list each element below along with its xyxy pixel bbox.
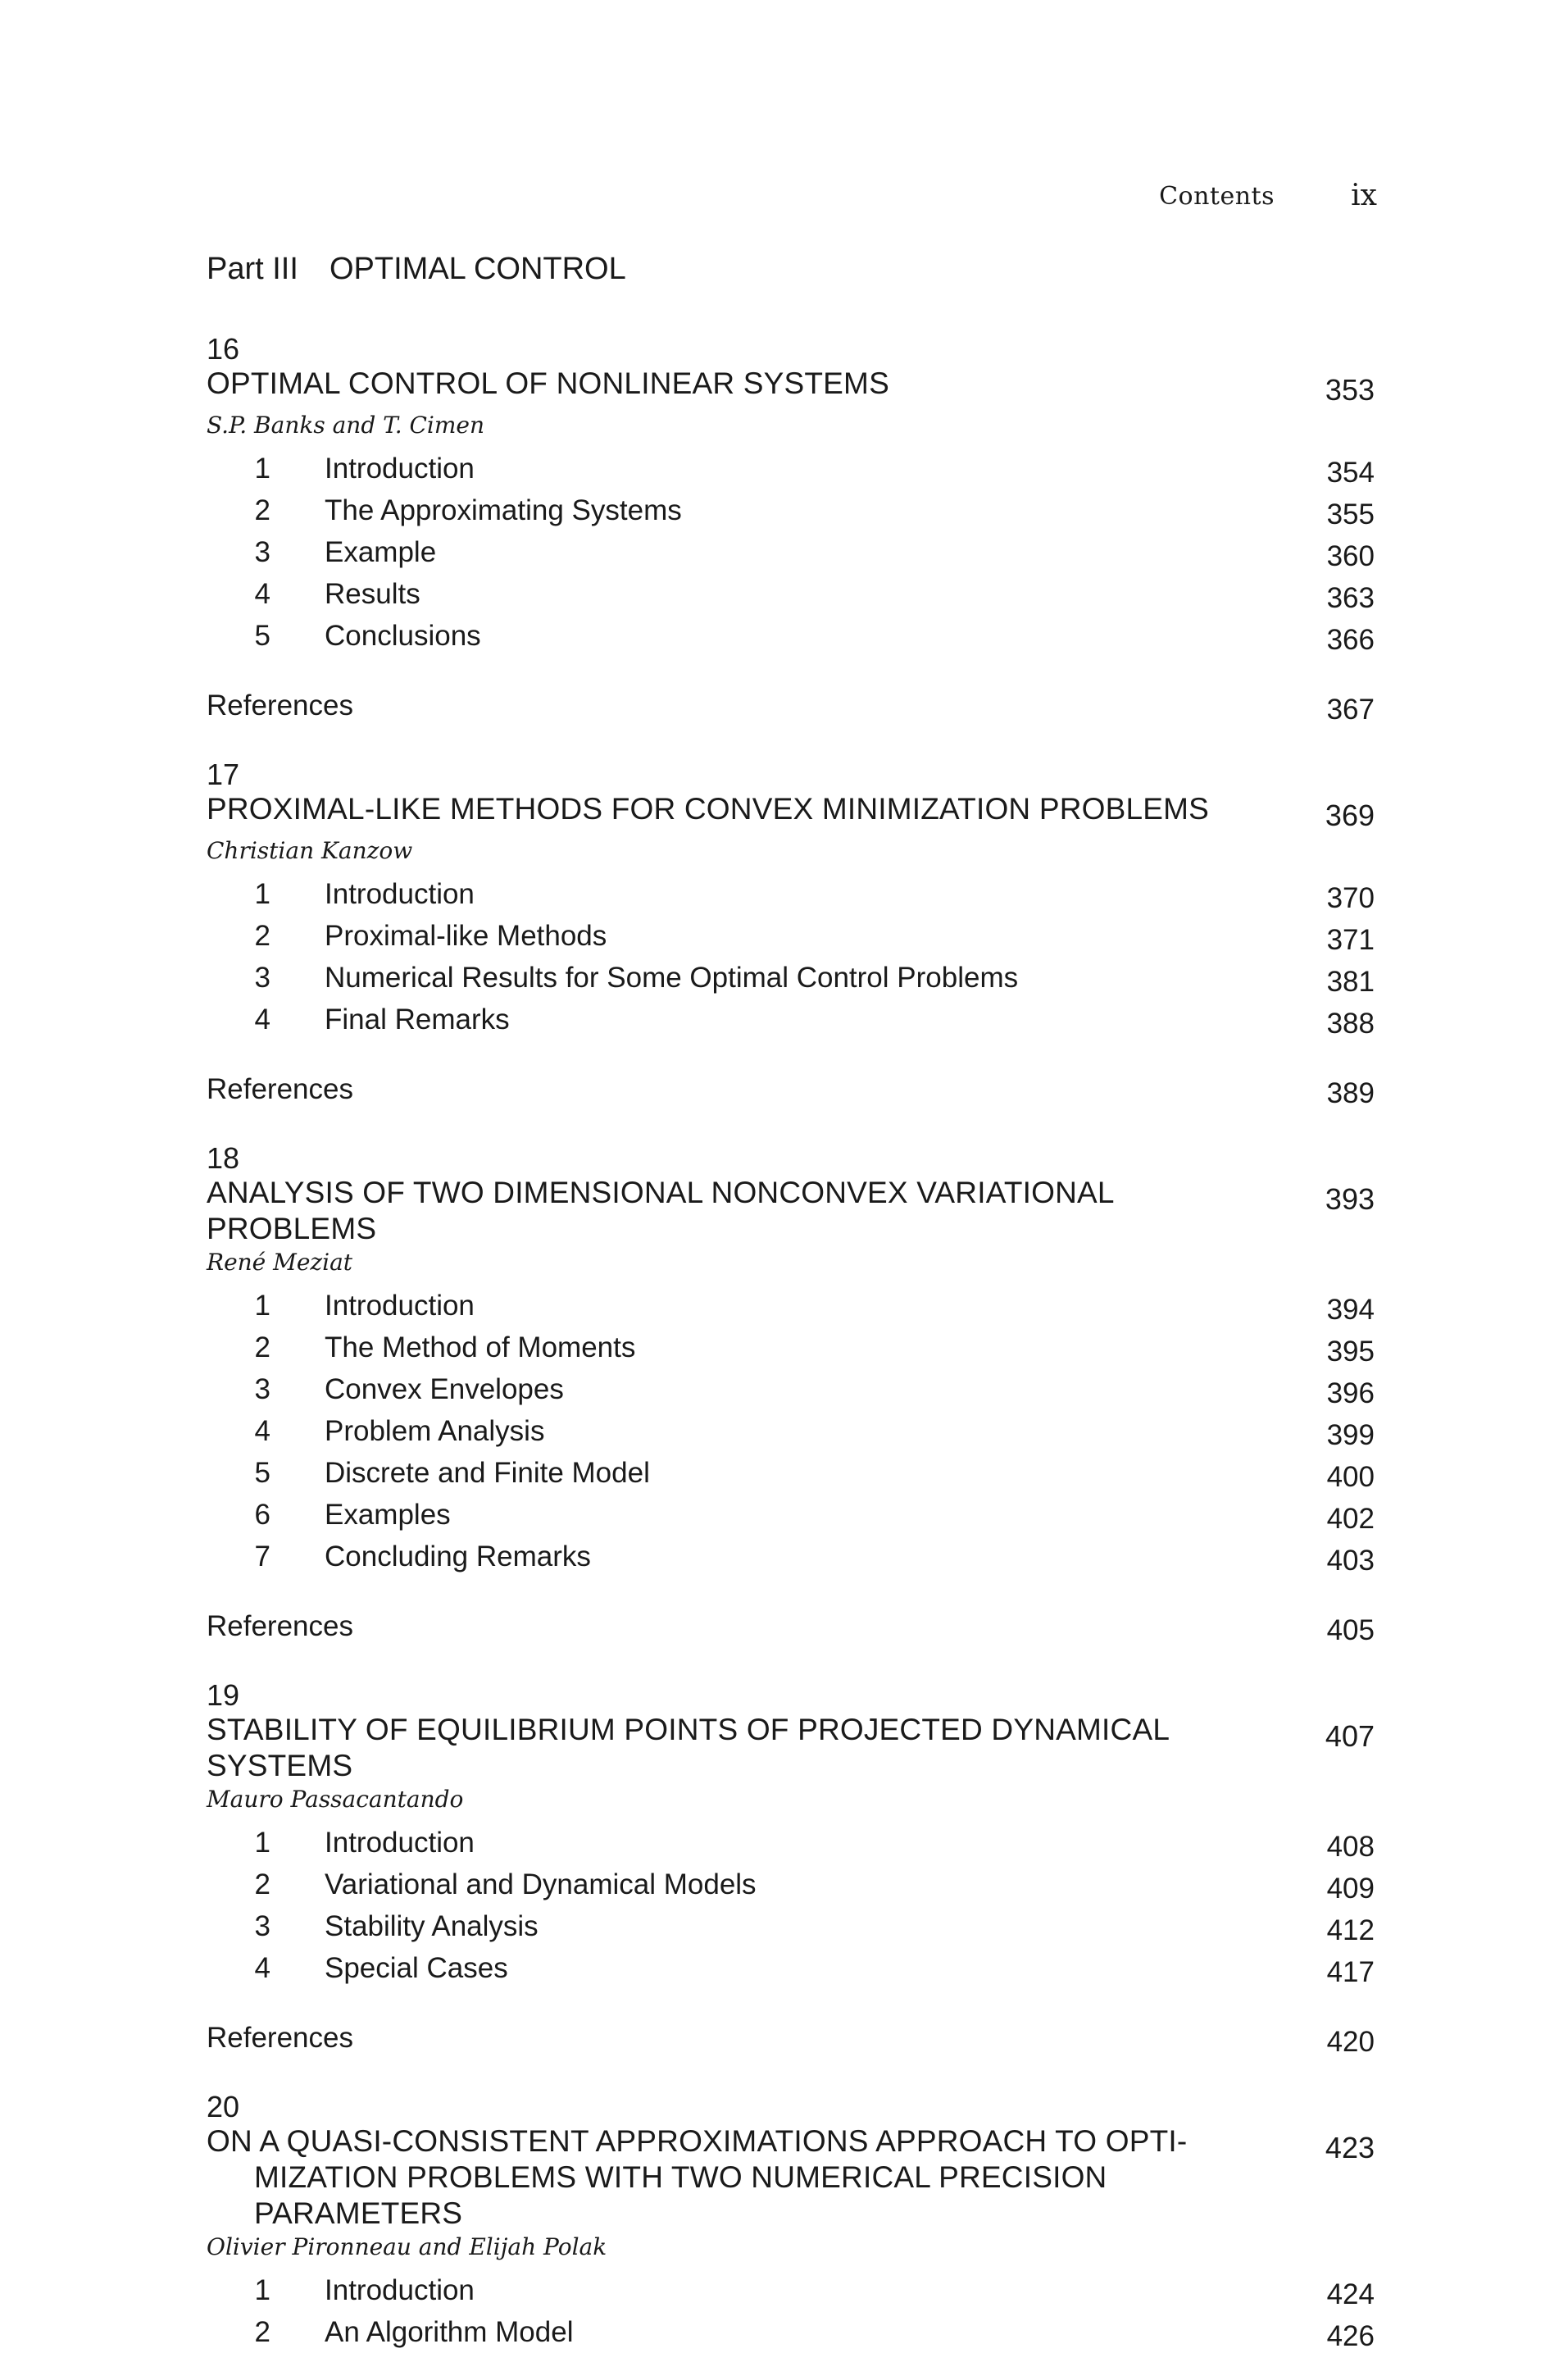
section-title: Variational and Dynamical Models <box>325 1868 757 1900</box>
section-entry[interactable] <box>207 873 1375 915</box>
table-of-contents <box>207 248 1375 2353</box>
chapter-authors: Christian Kanzow <box>207 837 413 864</box>
section-title: Introduction <box>325 1289 475 1322</box>
chapter-title-row <box>207 1175 1375 1247</box>
section-entry[interactable] <box>207 531 1375 573</box>
section-entry[interactable] <box>207 615 1375 657</box>
chapter-authors: S.P. Banks and T. Cimen <box>207 412 485 439</box>
chapter-number: 16 <box>207 332 240 366</box>
chapter-number: 19 <box>207 1678 240 1712</box>
section-page-number: 409 <box>1326 1872 1375 1905</box>
references-label: References <box>207 1610 353 1642</box>
section-title: Stability Analysis <box>325 1909 539 1942</box>
running-head-title: Contents <box>1159 182 1275 211</box>
section-title: Introduction <box>325 2273 475 2306</box>
section-page-number: 370 <box>1326 881 1375 914</box>
chapter-title[interactable] <box>207 1712 1309 1784</box>
section-title: Final Remarks <box>325 1003 510 1035</box>
references-entry[interactable] <box>207 1605 1375 1648</box>
section-entry[interactable] <box>207 573 1375 615</box>
section-title: Discrete and Finite Model <box>325 1456 650 1489</box>
section-page-number: 355 <box>1326 498 1375 530</box>
section-number: 2 <box>254 1868 270 1900</box>
section-title: The Approximating Systems <box>325 494 682 526</box>
section-page-number: 363 <box>1326 581 1375 614</box>
section-number: 3 <box>254 961 270 994</box>
chapter-authors: René Meziat <box>207 1249 353 1276</box>
references-label: References <box>207 690 353 721</box>
section-page-number: 426 <box>1326 2319 1375 2352</box>
references-label: References <box>207 2022 353 2054</box>
section-page-number: 395 <box>1326 1335 1375 1368</box>
part-label: Part III <box>207 252 298 286</box>
section-number: 2 <box>254 919 270 952</box>
chapter-number: 20 <box>207 2090 240 2123</box>
section-number: 4 <box>254 577 270 610</box>
section-title: The Method of Moments <box>325 1331 636 1363</box>
section-page-number: 400 <box>1326 1460 1375 1493</box>
section-page-number: 402 <box>1326 1502 1375 1535</box>
references-page-number: 367 <box>1326 694 1375 726</box>
chapter-title-row <box>207 1712 1375 1784</box>
section-list <box>207 1822 1375 1989</box>
section-number: 4 <box>254 1003 270 1035</box>
section-entry[interactable] <box>207 1905 1375 1947</box>
part-heading <box>207 248 1375 290</box>
section-entry[interactable] <box>207 2311 1375 2353</box>
chapter-title[interactable] <box>207 1175 1309 1247</box>
section-page-number: 399 <box>1326 1418 1375 1451</box>
chapter-entry <box>207 758 1375 1111</box>
section-number: 2 <box>254 494 270 526</box>
section-title: Introduction <box>325 1826 475 1859</box>
section-number: 3 <box>254 535 270 568</box>
section-title: An Algorithm Model <box>325 2315 574 2348</box>
chapter-page-number: 407 <box>1325 1719 1375 1753</box>
section-title: Proximal-like Methods <box>325 919 607 952</box>
chapter-title-row <box>207 791 1375 835</box>
chapter-title[interactable] <box>207 366 1309 402</box>
section-page-number: 403 <box>1326 1544 1375 1577</box>
section-entry[interactable] <box>207 1327 1375 1368</box>
section-list <box>207 2269 1375 2353</box>
section-page-number: 381 <box>1326 965 1375 998</box>
section-entry[interactable] <box>207 448 1375 489</box>
section-title: Concluding Remarks <box>325 1540 591 1572</box>
section-entry[interactable] <box>207 1452 1375 1494</box>
references-page-number: 405 <box>1326 1614 1375 1646</box>
part-title: OPTIMAL CONTROL <box>330 252 626 286</box>
chapter-title[interactable] <box>207 791 1309 827</box>
section-page-number: 354 <box>1326 456 1375 489</box>
chapter-entry <box>207 333 1375 727</box>
section-number: 1 <box>254 2273 270 2306</box>
section-entry[interactable] <box>207 915 1375 957</box>
section-title: Convex Envelopes <box>325 1372 564 1405</box>
chapter-authors: Olivier Pironneau and Elijah Polak <box>207 2233 607 2260</box>
section-number: 2 <box>254 2315 270 2348</box>
chapter-page-number: 369 <box>1325 799 1375 832</box>
references-page-number: 420 <box>1326 2026 1375 2058</box>
section-number: 2 <box>254 1331 270 1363</box>
section-entry[interactable] <box>207 1410 1375 1452</box>
section-page-number: 424 <box>1326 2278 1375 2310</box>
section-page-number: 408 <box>1326 1830 1375 1863</box>
section-page-number: 371 <box>1326 923 1375 956</box>
section-list <box>207 1285 1375 1577</box>
section-number: 4 <box>254 1414 270 1447</box>
chapter-title-text: STABILITY OF EQUILIBRIUM POINTS OF PROJECTED DYNAMICAL SYSTEMS <box>207 1713 1169 1782</box>
chapter-title-row <box>207 366 1375 410</box>
references-entry[interactable] <box>207 1068 1375 1111</box>
section-title: Problem Analysis <box>325 1414 545 1447</box>
chapter-page-number: 353 <box>1325 373 1375 407</box>
chapter-title-row <box>207 2123 1375 2232</box>
section-page-number: 394 <box>1326 1293 1375 1326</box>
section-entry[interactable] <box>207 957 1375 999</box>
chapter-authors: Mauro Passacantando <box>207 1786 464 1813</box>
section-number: 1 <box>254 1289 270 1322</box>
chapter-page-number: 393 <box>1325 1182 1375 1216</box>
chapter-title[interactable] <box>207 2123 1309 2232</box>
section-entry[interactable] <box>207 1536 1375 1577</box>
section-title: Examples <box>325 1498 451 1531</box>
section-page-number: 388 <box>1326 1007 1375 1040</box>
section-number: 3 <box>254 1909 270 1942</box>
section-entry[interactable] <box>207 999 1375 1040</box>
references-page-number: 389 <box>1326 1077 1375 1109</box>
chapter-title-text: OPTIMAL CONTROL OF NONLINEAR SYSTEMS <box>207 366 889 400</box>
section-title: Introduction <box>325 877 475 910</box>
section-number: 3 <box>254 1372 270 1405</box>
section-page-number: 366 <box>1326 623 1375 656</box>
page-number: ix <box>1351 179 1377 212</box>
section-page-number: 396 <box>1326 1377 1375 1409</box>
chapter-entry <box>207 1142 1375 1648</box>
section-number: 6 <box>254 1498 270 1531</box>
section-list <box>207 448 1375 657</box>
chapter-title-text: ANALYSIS OF TWO DIMENSIONAL NONCONVEX VARIATIONAL PROBLEMS <box>207 1176 1114 1245</box>
section-entry[interactable] <box>207 1947 1375 1989</box>
section-list <box>207 873 1375 1040</box>
section-page-number: 417 <box>1326 1955 1375 1988</box>
section-number: 5 <box>254 1456 270 1489</box>
section-page-number: 360 <box>1326 539 1375 572</box>
section-entry[interactable] <box>207 1285 1375 1327</box>
section-number: 7 <box>254 1540 270 1572</box>
section-number: 4 <box>254 1951 270 1984</box>
chapter-list <box>207 333 1375 2353</box>
chapter-title-text: ON A QUASI-CONSISTENT APPROXIMATIONS APPROACH TO OPTI- <box>207 2124 1188 2158</box>
section-number: 1 <box>254 1826 270 1859</box>
section-title: Introduction <box>325 452 475 485</box>
section-title: Example <box>325 535 437 568</box>
references-label: References <box>207 1073 353 1105</box>
chapter-title-text: PROXIMAL-LIKE METHODS FOR CONVEX MINIMIZATION PROBLEMS <box>207 792 1210 826</box>
section-title: Numerical Results for Some Optimal Control Problems <box>325 961 1019 994</box>
references-entry[interactable] <box>207 2017 1375 2059</box>
section-title: Conclusions <box>325 619 481 652</box>
section-entry[interactable] <box>207 2269 1375 2311</box>
section-title: Results <box>325 577 420 610</box>
section-entry[interactable] <box>207 1494 1375 1536</box>
section-title: Special Cases <box>325 1951 508 1984</box>
section-number: 1 <box>254 452 270 485</box>
chapter-number: 18 <box>207 1141 240 1175</box>
chapter-entry <box>207 1679 1375 2059</box>
section-page-number: 412 <box>1326 1914 1375 1946</box>
section-entry[interactable] <box>207 1864 1375 1905</box>
section-entry[interactable] <box>207 1368 1375 1410</box>
chapter-title-continuation: MIZATION PROBLEMS WITH TWO NUMERICAL PRECISION PARAMETERS <box>254 2160 1107 2230</box>
running-head <box>1131 179 1377 220</box>
section-entry[interactable] <box>207 489 1375 531</box>
section-entry[interactable] <box>207 1822 1375 1864</box>
chapter-entry <box>207 2091 1375 2353</box>
references-entry[interactable] <box>207 685 1375 727</box>
chapter-number: 17 <box>207 758 240 791</box>
chapter-page-number: 423 <box>1325 2131 1375 2164</box>
section-number: 5 <box>254 619 270 652</box>
section-number: 1 <box>254 877 270 910</box>
